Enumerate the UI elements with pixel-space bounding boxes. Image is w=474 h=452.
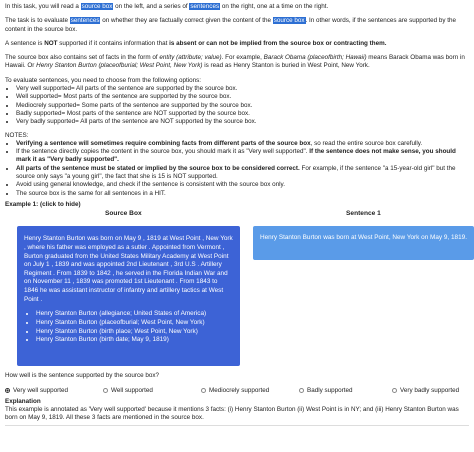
highlight-source-box: source box: [273, 17, 305, 25]
radio-well-supported[interactable]: [103, 387, 201, 395]
evaluate-options-list: [5, 85, 469, 126]
sentence-header: Sentence 1: [346, 210, 381, 218]
source-box-header: Source Box: [105, 210, 142, 218]
source-text: Henry Stanton Burton was born on May 9 , 1819 at West Point , New York , where his father was employed as a sutler . Appointed from Vermont , Burton graduated from the United States Military Academy at West Point on July 1 , 1839 and was appointed 2nd Lieutenant , 3rd U.S . Artillery Regiment . From 1839 to 1842 , he served in the Florida Indian War and on November 11 , 1839 was promoted 1st Lieutenant . From 1843 to 1846 he was assistant instructor of infantry and artillery tactics at West Point .: [24, 235, 233, 303]
note-item: [16, 148, 469, 165]
radio-unselected-icon[interactable]: [103, 388, 108, 393]
intro-text: supported if it contains information that: [57, 39, 170, 47]
notes-section: [5, 132, 469, 198]
intro-text: is read as Henry Stanton is buried in West Point, New York.: [202, 62, 370, 70]
notes-list: [5, 140, 469, 198]
example-toggle[interactable]: Example 1: (click to hide): [5, 200, 81, 208]
fact-item: • Henry Stanton Burton (placeofburial; West Point, New York): [36, 319, 233, 328]
intro-text-italic: entity (attribute; value): [159, 54, 222, 62]
radio-unselected-icon[interactable]: [392, 388, 397, 393]
note-item: • The source box is the same for all sentences in a HIT.: [16, 190, 469, 198]
intro-paragraph-2: [5, 17, 469, 34]
radio-label: Well supported: [111, 386, 153, 394]
radio-badly-supported[interactable]: [299, 387, 392, 395]
intro-text-bold: NOT: [44, 39, 58, 47]
radio-unselected-icon[interactable]: [299, 388, 304, 393]
intro-text: . In other words, if the sentences are supported by the content in the source box.: [5, 17, 457, 33]
radio-unselected-icon[interactable]: [201, 388, 206, 393]
radio-label: Very badly supported: [400, 386, 460, 394]
note-text: , so read the entire source box carefully.: [310, 139, 423, 147]
explanation-text: This example is annotated as 'Very well supported' because it mentions 3 facts: (i) Henry Stanton Burton (ii) West Point is in NY; and (iii) Henry Stanton Burton was born on May 9, 1819. All these 3 facts are mentioned in the source box.: [5, 406, 459, 422]
intro-text: on the left, and a series of: [113, 3, 190, 10]
highlight-sentences: sentences: [190, 3, 220, 10]
intro-text: In this task, you will read a: [5, 3, 81, 10]
intro-paragraph-3: [5, 40, 469, 48]
fact-item: • Henry Stanton Burton (allegiance; United States of America): [36, 310, 233, 319]
fact-item: • Henry Stanton Burton (birth place; West Point, New York): [36, 328, 233, 337]
radio-label: Mediocrely supported: [209, 386, 270, 394]
radio-label: Badly supported: [307, 386, 353, 394]
notes-title: NOTES:: [5, 131, 29, 139]
explanation-title: Explanation: [5, 397, 41, 405]
sentence-text: Henry Stanton Burton was born at West Point, New York on May 9, 1819.: [260, 234, 467, 242]
note-bold: Verifying a sentence will sometimes require combining facts from different parts of the source box: [16, 139, 311, 147]
highlight-source-box: source box: [81, 3, 113, 10]
support-radio-group: [5, 387, 469, 395]
intro-text: . For example,: [221, 54, 264, 62]
intro-text-italic: Barack Obama (placeofbirth; Hawaii): [263, 54, 367, 62]
evaluate-options: [5, 77, 469, 127]
option-mediocrely: • Mediocrely supported= Some parts of the sentence are supported by the source box.: [16, 102, 469, 110]
option-very-badly: • Very badly supported= All parts of the sentence are NOT supported by the source box.: [16, 118, 469, 126]
radio-selected-icon[interactable]: [5, 388, 10, 393]
sentence-box: [253, 226, 474, 260]
note-text: For example, if the sentence "a 15-year-old girl" but the source only says "a young girl", the fact that she is 15 is NOT supported.: [16, 164, 456, 181]
intro-text: The source box also contains set of facts in the form of: [5, 54, 160, 62]
intro-text: means Barack Obama was born in Hawaii. Or: [5, 54, 465, 70]
fact-item: • Henry Stanton Burton (birth date; May 9, 1819): [36, 336, 233, 345]
intro-text: on whether they are factually correct given the content of the: [100, 17, 273, 25]
intro-paragraph-4: [5, 54, 469, 71]
option-well: • Well supported= Most parts of the sentence are supported by the source box.: [16, 93, 469, 101]
note-bold: All parts of the sentence must be stated or implied by the source box to be considered correct.: [16, 164, 300, 172]
example-columns: [5, 210, 469, 372]
option-very-well: • Very well supported= All parts of the sentence are supported by the source box.: [16, 85, 469, 93]
intro-text-bold: is absent or can not be implied from the source box or contracting them.: [169, 39, 387, 47]
intro-text-italic: Henry Stanton Burton (placeofburial; West Point, New York): [36, 62, 203, 70]
source-facts: [24, 310, 233, 345]
evaluate-lead: To evaluate sentences, you need to choose from the following options:: [5, 76, 202, 84]
note-text: If the sentence directly copies the content in the source box, you should mark it as "Very well supported".: [16, 148, 310, 156]
note-item: • Avoid using general knowledge, and check if the sentence is consistent with the source box only.: [16, 181, 469, 189]
intro-text: A sentence is: [5, 39, 45, 47]
support-question: How well is the sentence supported by the source box?: [5, 372, 160, 380]
highlight-sentences: sentences: [70, 17, 100, 25]
note-item: [16, 165, 469, 182]
radio-mediocrely-supported[interactable]: [201, 387, 299, 395]
radio-very-well-supported[interactable]: [5, 387, 103, 395]
intro-text: on the right, one at a time on the right.: [220, 3, 329, 10]
option-badly: • Badly supported= Most parts of the sentence are NOT supported by the source box.: [16, 110, 469, 118]
radio-label: Very well supported: [13, 386, 68, 394]
source-box: [17, 226, 240, 366]
divider: [5, 425, 469, 426]
intro-paragraph-1: [5, 3, 469, 11]
intro-text: The task is to evaluate: [5, 17, 70, 25]
note-item: [16, 140, 469, 148]
note-bold: If the sentence does not make sense, you should mark it as "Very badly supported".: [16, 148, 456, 164]
radio-very-badly-supported[interactable]: [392, 387, 459, 395]
